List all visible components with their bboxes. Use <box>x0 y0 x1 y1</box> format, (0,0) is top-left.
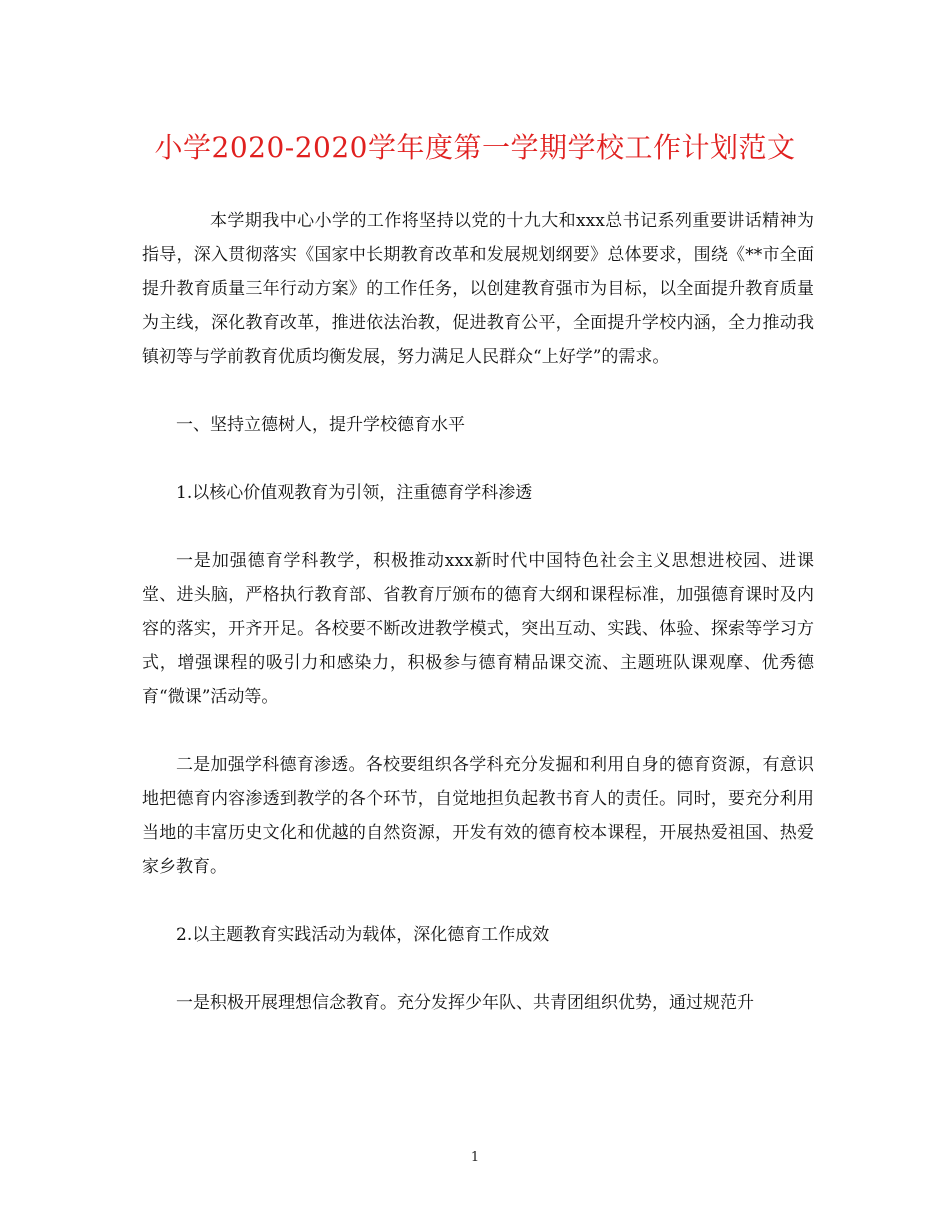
body-paragraph-2: 二是加强学科德育渗透。各校要组织各学科充分发掘和利用自身的德育资源，有意识地把德育内容渗透到教学的各个环节，自觉地担负起教书育人的责任。同时，要充分利用当地的丰富历史文化和优越的自然资源，开发有效的德育校本课程，开展热爱祖国、热爱家乡教育。 <box>142 755 814 877</box>
document-title: 小学2020-2020学年度第一学期学校工作计划范文 <box>154 131 796 164</box>
paragraph-spacer <box>142 442 814 476</box>
intro-paragraph: 本学期我中心小学的工作将坚持以党的十九大和xxx总书记系列重要讲话精神为指导，深入贯彻落实《国家中长期教育改革和发展规划纲要》总体要求，围绕《**市全面提升教育质量三年行动方案》的工作任务，以创建教育强市为目标，以全面提升教育质量为主线，深化教育改革，推进依法治教，促进教育公平，全面提升学校内涵，全力推动我镇初等与学前教育优质均衡发展，努力满足人民群众“上好学”的需求。 <box>142 211 814 367</box>
page-number: 1 <box>470 1150 480 1165</box>
body-paragraph-3: 一是积极开展理想信念教育。充分发挥少年队、共青团组织优势，通过规范升 <box>176 993 754 1013</box>
paragraph-spacer <box>142 714 814 748</box>
item-heading-1: 1.以核心价值观教育为引领，注重德育学科渗透 <box>176 483 533 503</box>
body-paragraph-1: 一是加强德育学科教学，积极推动xxx新时代中国特色社会主义思想进校园、进课堂、进头脑，严格执行教育部、省教育厅颁布的德育大纲和课程标准，加强德育课时及内容的落实，开齐开足。各校要不断改进教学模式，突出互动、实践、体验、探索等学习方式，增强课程的吸引力和感染力，积极参与德育精品课交流、主题班队课观摩、优秀德育“微课”活动等。 <box>142 551 814 707</box>
section-heading-1: 一、坚持立德树人，提升学校德育水平 <box>176 415 465 435</box>
paragraph-spacer <box>142 952 814 986</box>
document-body <box>142 204 814 1020</box>
paragraph-spacer <box>142 374 814 408</box>
item-heading-2: 2.以主题教育实践活动为载体，深化德育工作成效 <box>176 925 550 945</box>
paragraph-spacer <box>142 884 814 918</box>
paragraph-spacer <box>142 510 814 544</box>
